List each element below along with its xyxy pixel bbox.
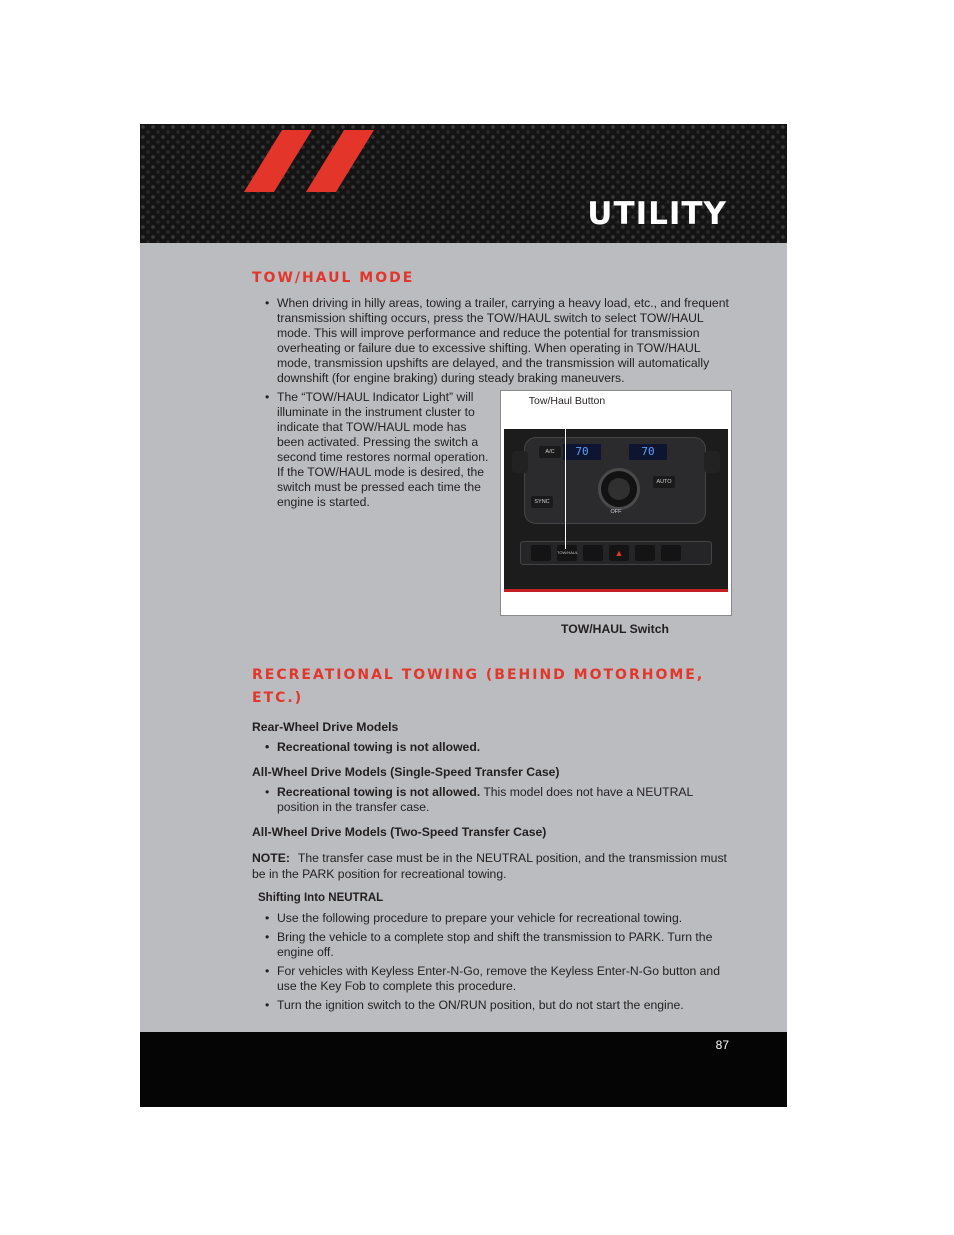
neutral-bullets <box>252 911 730 1017</box>
right-temp-display: 70 <box>629 444 667 460</box>
left-temp-display: 70 <box>563 444 601 460</box>
switch-5 <box>635 545 655 561</box>
rwd-bullet: • Recreational towing is not allowed. <box>252 740 730 755</box>
neutral-bullet-1: • Use the following procedure to prepare your vehicle for recreational towing. <box>252 911 730 926</box>
rwd-bullets <box>252 740 730 759</box>
neutral-bullet-2: • Bring the vehicle to a complete stop and shift the transmission to PARK. Turn the engine off. <box>252 930 730 960</box>
awd-single-heading: All-Wheel Drive Models (Single-Speed Transfer Case) <box>252 765 560 779</box>
rwd-heading: Rear-Wheel Drive Models <box>252 720 399 734</box>
awd-single-bullet <box>252 785 730 815</box>
awd-single-bold: Recreational towing is not allowed. <box>277 785 481 799</box>
switch-3 <box>583 545 603 561</box>
rec-heading-line-2: ETC.) <box>252 690 304 706</box>
switch-6 <box>661 545 681 561</box>
off-button: OFF <box>610 509 622 515</box>
switch-1 <box>531 545 551 561</box>
tow-haul-heading: TOW/HAUL MODE <box>252 270 415 286</box>
ac-button: A/C <box>539 446 561 458</box>
awd-single-text: This model does not have a NEUTRAL position in the transfer case. <box>277 785 693 814</box>
awd-single-bullets <box>252 785 730 819</box>
switch-bank <box>520 541 712 565</box>
page-number: 87 <box>715 1038 729 1052</box>
recreational-towing-heading <box>252 664 730 710</box>
section-title: UTILITY <box>587 196 727 232</box>
fan-knob-center <box>608 478 630 500</box>
climate-control-unit <box>524 437 706 524</box>
figure-caption: TOW/HAUL Switch <box>561 622 669 636</box>
right-temp-arrows <box>704 451 720 473</box>
control-panel-photo <box>504 429 728 592</box>
tow-haul-switch-figure <box>500 390 732 616</box>
note-text: The transfer case must be in the NEUTRAL position, and the transmission must be in the PARK position for recreational towing. <box>252 851 727 881</box>
tow-haul-bullets-2 <box>252 390 490 514</box>
tow-haul-bullets <box>252 296 730 390</box>
sync-button: SYNC <box>531 496 553 508</box>
section-header-banner <box>140 124 787 243</box>
tow-haul-switch: TOW/HAUL <box>557 545 577 561</box>
note <box>252 850 730 882</box>
tow-haul-bullet-1: • When driving in hilly areas, towing a trailer, carrying a heavy load, etc., and frequent transmission shifting occurs, press the TOW/HAUL switch to select TOW/HAUL mode. This will improve performance and reduce the potential for transmission overheating or failure due to excessive shifting. When operating in TOW/HAUL mode, transmission upshifts are delayed, and the transmission will automatically downshift (for engine braking) during steady braking maneuvers. <box>252 296 730 386</box>
tow-haul-bullet-2: • The “TOW/HAUL Indicator Light” will illuminate in the instrument cluster to indicate that TOW/HAUL mode has been activated. Pressing the switch a second time restores normal operation. If the TOW/HAUL mode is desired, the switch must be pressed each time the engine is started. <box>252 390 490 510</box>
panel-trim <box>504 589 728 592</box>
dodge-stripes-logo <box>244 130 384 192</box>
page-footer <box>140 1032 787 1107</box>
neutral-bullet-4: • Turn the ignition switch to the ON/RUN position, but do not start the engine. <box>252 998 730 1013</box>
hazard-switch: ▲ <box>609 545 629 561</box>
rec-heading-line-1: RECREATIONAL TOWING (BEHIND MOTORHOME, <box>252 667 705 683</box>
left-temp-arrows <box>512 451 528 473</box>
awd-two-heading: All-Wheel Drive Models (Two-Speed Transfer Case) <box>252 825 547 839</box>
callout-line <box>565 421 566 549</box>
callout-label: Tow/Haul Button <box>528 395 606 407</box>
note-label: NOTE: <box>252 851 290 865</box>
manual-page <box>140 124 787 1107</box>
neutral-bullet-3: • For vehicles with Keyless Enter-N-Go, remove the Keyless Enter-N-Go button and use the Key Fob to complete this procedure. <box>252 964 730 994</box>
shifting-neutral-heading: Shifting Into NEUTRAL <box>258 892 384 904</box>
auto-button: AUTO <box>653 476 675 488</box>
fan-knob <box>598 468 640 510</box>
